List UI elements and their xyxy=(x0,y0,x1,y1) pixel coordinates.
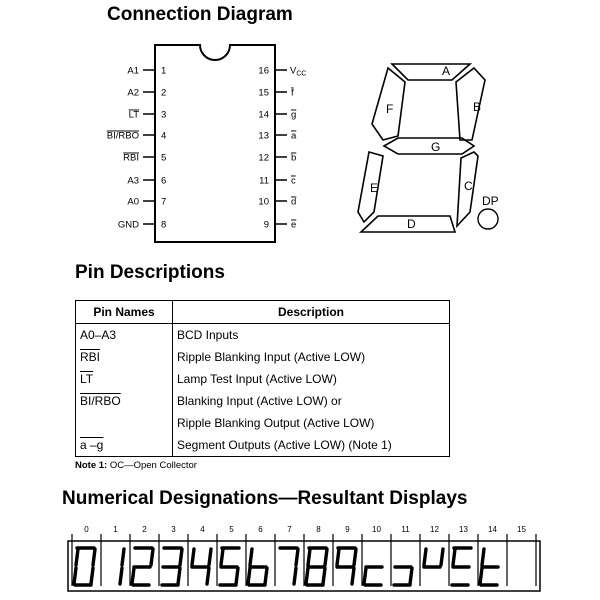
pin-number-right: 15 xyxy=(258,87,269,99)
column-header-description: Description xyxy=(173,301,450,324)
pin-descriptions-title: Pin Descriptions xyxy=(75,262,225,283)
pin-name-cell xyxy=(76,324,173,347)
display-index: 2 xyxy=(142,525,147,534)
lit-segment xyxy=(250,549,252,565)
display-index: 0 xyxy=(84,525,89,534)
pin-number-right: 13 xyxy=(258,130,269,142)
pin-label-left: GND xyxy=(117,219,139,231)
display-digit-12 xyxy=(424,549,443,567)
pin-number-left: 3 xyxy=(161,109,167,121)
pin-label-left: A3 xyxy=(127,175,139,187)
lit-segment xyxy=(207,568,209,584)
lit-segment xyxy=(76,549,78,565)
display-index: 14 xyxy=(488,525,497,534)
pin-label-left: LT xyxy=(128,109,139,121)
segment-label-g: G xyxy=(431,140,441,154)
pin-number-left: 4 xyxy=(161,130,167,142)
table-header-row xyxy=(76,301,450,324)
lit-segment xyxy=(325,549,327,565)
pin-label-right: a xyxy=(291,130,297,142)
display-index: 7 xyxy=(287,525,292,534)
segment-label-a: A xyxy=(442,64,451,78)
display-digit-14 xyxy=(480,549,498,585)
display-digit-8 xyxy=(306,548,327,585)
table-row xyxy=(76,390,450,412)
display-index: 9 xyxy=(345,525,350,534)
table-row xyxy=(76,346,450,368)
display-index: 15 xyxy=(517,525,526,534)
pin-number-right: 9 xyxy=(263,219,269,231)
pin-number-right: 11 xyxy=(259,175,269,187)
lit-segment xyxy=(178,568,180,584)
pin-label-left: BI/RBO xyxy=(106,130,139,142)
pin-number-left: 7 xyxy=(161,196,167,208)
lit-segment xyxy=(122,549,124,565)
pin-name-cell xyxy=(76,346,173,368)
display-index: 10 xyxy=(372,525,381,534)
lit-segment xyxy=(132,568,134,584)
lit-segment xyxy=(424,549,426,565)
pin-number-right: 12 xyxy=(258,152,269,164)
resultant-displays xyxy=(0,520,600,600)
table-row xyxy=(76,324,450,347)
pin-number-left: 8 xyxy=(161,219,167,231)
pin-name-cell xyxy=(76,368,173,390)
pin-number-right: 10 xyxy=(258,196,269,208)
pin-label-left: RBI xyxy=(123,152,139,164)
lit-segment xyxy=(192,549,194,565)
segment-label-e: E xyxy=(370,181,379,195)
connection-diagram-title: Connection Diagram xyxy=(107,4,293,25)
lit-segment xyxy=(120,568,122,584)
ic-package-outline xyxy=(155,45,275,242)
pin-label-left: A2 xyxy=(127,87,139,99)
segment-label-d: D xyxy=(407,217,416,231)
lit-segment xyxy=(352,568,354,584)
segment-label-dp: DP xyxy=(482,194,499,208)
lit-segment xyxy=(296,549,298,565)
lit-segment xyxy=(306,568,308,584)
pin-number-left: 5 xyxy=(161,152,167,164)
display-digit-13 xyxy=(452,548,471,585)
lit-segment xyxy=(221,549,223,565)
pin-name: a –g xyxy=(80,438,104,452)
lit-segment xyxy=(441,549,443,565)
lit-segment xyxy=(91,568,93,584)
lit-segment xyxy=(294,568,296,584)
lit-segment xyxy=(236,568,238,584)
display-index: 4 xyxy=(200,525,205,534)
pin-name-cell xyxy=(76,390,173,412)
lit-segment xyxy=(308,549,310,565)
pin-name-cell xyxy=(76,434,173,457)
pin-label-left: A1 xyxy=(127,65,139,77)
note-1 xyxy=(75,460,197,471)
pin-name: $\overline{LT}$ xyxy=(80,372,94,386)
pin-name: A0–A3 xyxy=(80,328,117,342)
segment-label-b: B xyxy=(473,100,482,114)
decimal-point xyxy=(478,209,498,229)
pin-number-left: 6 xyxy=(161,175,167,187)
display-index: 11 xyxy=(401,525,410,534)
display-index: 6 xyxy=(258,525,263,534)
display-digit-6 xyxy=(248,549,267,585)
pin-number-left: 1 xyxy=(161,65,167,77)
lit-segment xyxy=(323,568,325,584)
lit-segment xyxy=(480,568,482,584)
lit-segment xyxy=(364,568,366,584)
pin-name: $\overline{RBI}$ xyxy=(80,350,101,364)
pin-number-left: 2 xyxy=(161,87,167,99)
pin-label-left: A0 xyxy=(127,196,139,208)
pin-description-cell: Segment Outputs (Active LOW) (Note 1) xyxy=(173,434,450,457)
lit-segment xyxy=(180,549,182,565)
segment-a xyxy=(392,64,470,80)
lit-segment xyxy=(151,549,153,565)
display-digit-11 xyxy=(394,567,412,585)
note-label: Note 1: xyxy=(75,460,108,471)
display-digit-3 xyxy=(162,548,182,585)
display-digit-7 xyxy=(280,548,298,584)
lit-segment xyxy=(265,568,267,584)
lit-segment xyxy=(337,549,339,565)
pin-label-right: $V_{CC}$ xyxy=(290,65,307,78)
display-digit-4 xyxy=(192,549,211,584)
display-digit-5 xyxy=(220,548,239,585)
pin-label-right: g xyxy=(291,109,297,121)
display-digit-1 xyxy=(120,549,124,584)
display-digit-2 xyxy=(132,548,153,585)
pin-label-right: b xyxy=(291,152,297,164)
pin-description-cell: Lamp Test Input (Active LOW) xyxy=(173,368,450,390)
segment-label-f: F xyxy=(386,102,394,116)
lit-segment xyxy=(209,549,211,565)
display-index: 1 xyxy=(113,525,118,534)
pin-description-cell: BCD Inputs xyxy=(173,324,450,347)
pin-description-cell: Blanking Input (Active LOW) or xyxy=(173,390,450,412)
lit-segment xyxy=(248,568,250,584)
lit-segment xyxy=(410,568,412,584)
segment-label-c: C xyxy=(464,179,473,193)
column-header-pin-names: Pin Names xyxy=(76,301,173,324)
pin-description-cell: Ripple Blanking Input (Active LOW) xyxy=(173,346,450,368)
pin-label-right: e xyxy=(291,219,297,231)
pin-number-right: 16 xyxy=(258,65,269,77)
pin-number-right: 14 xyxy=(258,109,269,121)
pin-description-cell: Ripple Blanking Output (Active LOW) xyxy=(173,412,450,434)
connection-diagram xyxy=(0,0,600,270)
lit-segment xyxy=(482,549,484,565)
display-digit-9 xyxy=(337,548,356,584)
lit-segment xyxy=(74,568,76,584)
display-index: 5 xyxy=(229,525,234,534)
seven-segment-illustration xyxy=(358,64,499,232)
display-digit-0 xyxy=(74,548,95,585)
pin-descriptions-table xyxy=(75,300,450,457)
display-index: 8 xyxy=(316,525,321,534)
display-index: 12 xyxy=(430,525,439,534)
numerical-designations-title: Numerical Designations—Resultant Displays xyxy=(62,488,468,509)
pin-label-right: f xyxy=(291,87,294,99)
note-text: OC—Open Collector xyxy=(109,460,197,471)
table-row xyxy=(76,434,450,457)
display-digit-10 xyxy=(364,567,382,585)
display-index: 3 xyxy=(171,525,176,534)
pin-label-right: d xyxy=(291,196,297,208)
pin-label-right: c xyxy=(291,175,296,187)
table-row xyxy=(76,368,450,390)
pin-name-cell xyxy=(76,412,173,434)
lit-segment xyxy=(354,549,356,565)
lit-segment xyxy=(453,549,455,565)
display-index: 13 xyxy=(459,525,468,534)
pin-name: BI/RBO xyxy=(80,394,121,408)
lit-segment xyxy=(93,549,95,565)
table-row xyxy=(76,412,450,434)
